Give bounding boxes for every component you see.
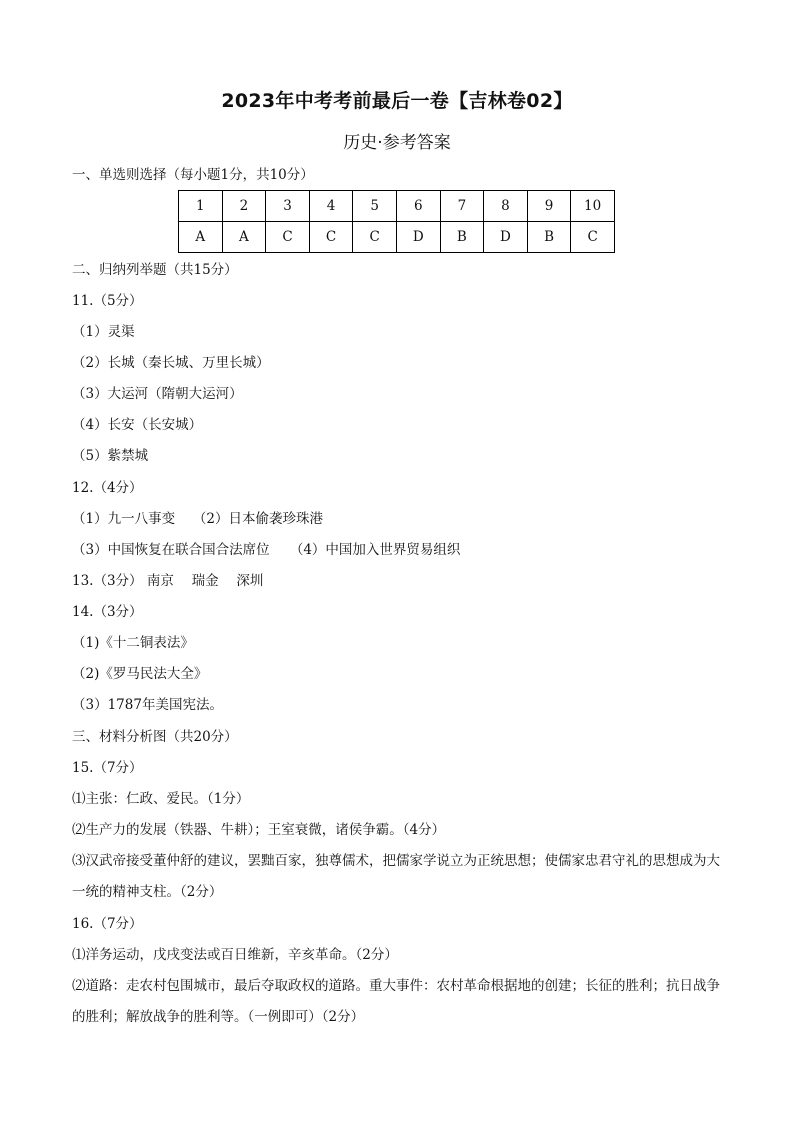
question-14-item: （1)《十二铜表法》	[72, 635, 194, 651]
answer-cell: B	[527, 222, 571, 253]
question-number-row	[179, 191, 615, 222]
question-11-item: （2）长城（秦长城、万里长城）	[72, 355, 270, 371]
question-15-label: 15.（7分）	[72, 760, 143, 776]
question-11-item: （5）紫禁城	[72, 448, 149, 464]
question-number: 6	[396, 191, 440, 222]
question-12-line: （1）九一八事变 （2）日本偷袭珍珠港	[72, 511, 323, 527]
question-16-item: ⑵道路：走农村包围城市，最后夺取政权的道路。重大事件：农村革命根据地的创建；长征的胜利；抗日战争的胜利；解放战争的胜利等。（一例即可）（2分）	[72, 978, 720, 1025]
question-number: 7	[440, 191, 484, 222]
answer-cell: C	[571, 222, 615, 253]
question-11-item: （4）长安（长安城）	[72, 417, 203, 433]
question-16-item: ⑴洋务运动，戊戌变法或百日维新，辛亥革命。（2分）	[72, 947, 398, 963]
question-number: 9	[527, 191, 571, 222]
section1-heading: 一、单选则选择（每小题1分，共10分）	[72, 167, 314, 183]
section2-heading: 二、归纳列举题（共15分）	[72, 262, 238, 278]
answer-cell: C	[266, 222, 310, 253]
question-14-item: （3）1787年美国宪法。	[72, 697, 223, 713]
document-subtitle: 历史·参考答案	[343, 133, 451, 153]
question-12-line: （3）中国恢复在联合国合法席位 （4）中国加入世界贸易组织	[72, 542, 461, 558]
answer-cell: C	[309, 222, 353, 253]
answer-cell: A	[222, 222, 266, 253]
document-title: 2023年中考考前最后一卷【吉林卷02】	[221, 90, 573, 112]
question-11-label: 11.（5分）	[72, 293, 143, 309]
question-11-item: （3）大运河（隋朝大运河）	[72, 386, 243, 402]
answer-table	[178, 190, 615, 253]
question-16-label: 16.（7分）	[72, 916, 143, 932]
question-11-item: （1）灵渠	[72, 324, 135, 340]
question-14-item: （2)《罗马民法大全》	[72, 666, 208, 682]
question-number: 3	[266, 191, 310, 222]
answer-cell: C	[353, 222, 397, 253]
answer-cell: B	[440, 222, 484, 253]
question-14-label: 14.（3分）	[72, 604, 143, 620]
question-number: 1	[179, 191, 223, 222]
answer-cell: A	[179, 222, 223, 253]
answer-cell: D	[396, 222, 440, 253]
question-15-item: ⑵生产力的发展（铁器、牛耕）；王室衰微，诸侯争霸。（4分）	[72, 822, 446, 838]
question-15-item: ⑶汉武帝接受董仲舒的建议，罢黜百家，独尊儒术，把儒家学说立为正统思想；使儒家忠君守礼的思想成为大一统的精神支柱。（2分）	[72, 853, 720, 900]
answer-row	[179, 222, 615, 253]
question-number: 4	[309, 191, 353, 222]
question-13-answer: 13.（3分） 南京 瑞金 深圳	[72, 573, 264, 589]
question-number: 2	[222, 191, 266, 222]
question-number: 8	[484, 191, 528, 222]
question-12-label: 12.（4分）	[72, 480, 143, 496]
section3-heading: 三、材料分析图（共20分）	[72, 729, 238, 745]
answer-cell: D	[484, 222, 528, 253]
question-15-item: ⑴主张：仁政、爱民。（1分）	[72, 791, 250, 807]
question-number: 10	[571, 191, 615, 222]
question-number: 5	[353, 191, 397, 222]
